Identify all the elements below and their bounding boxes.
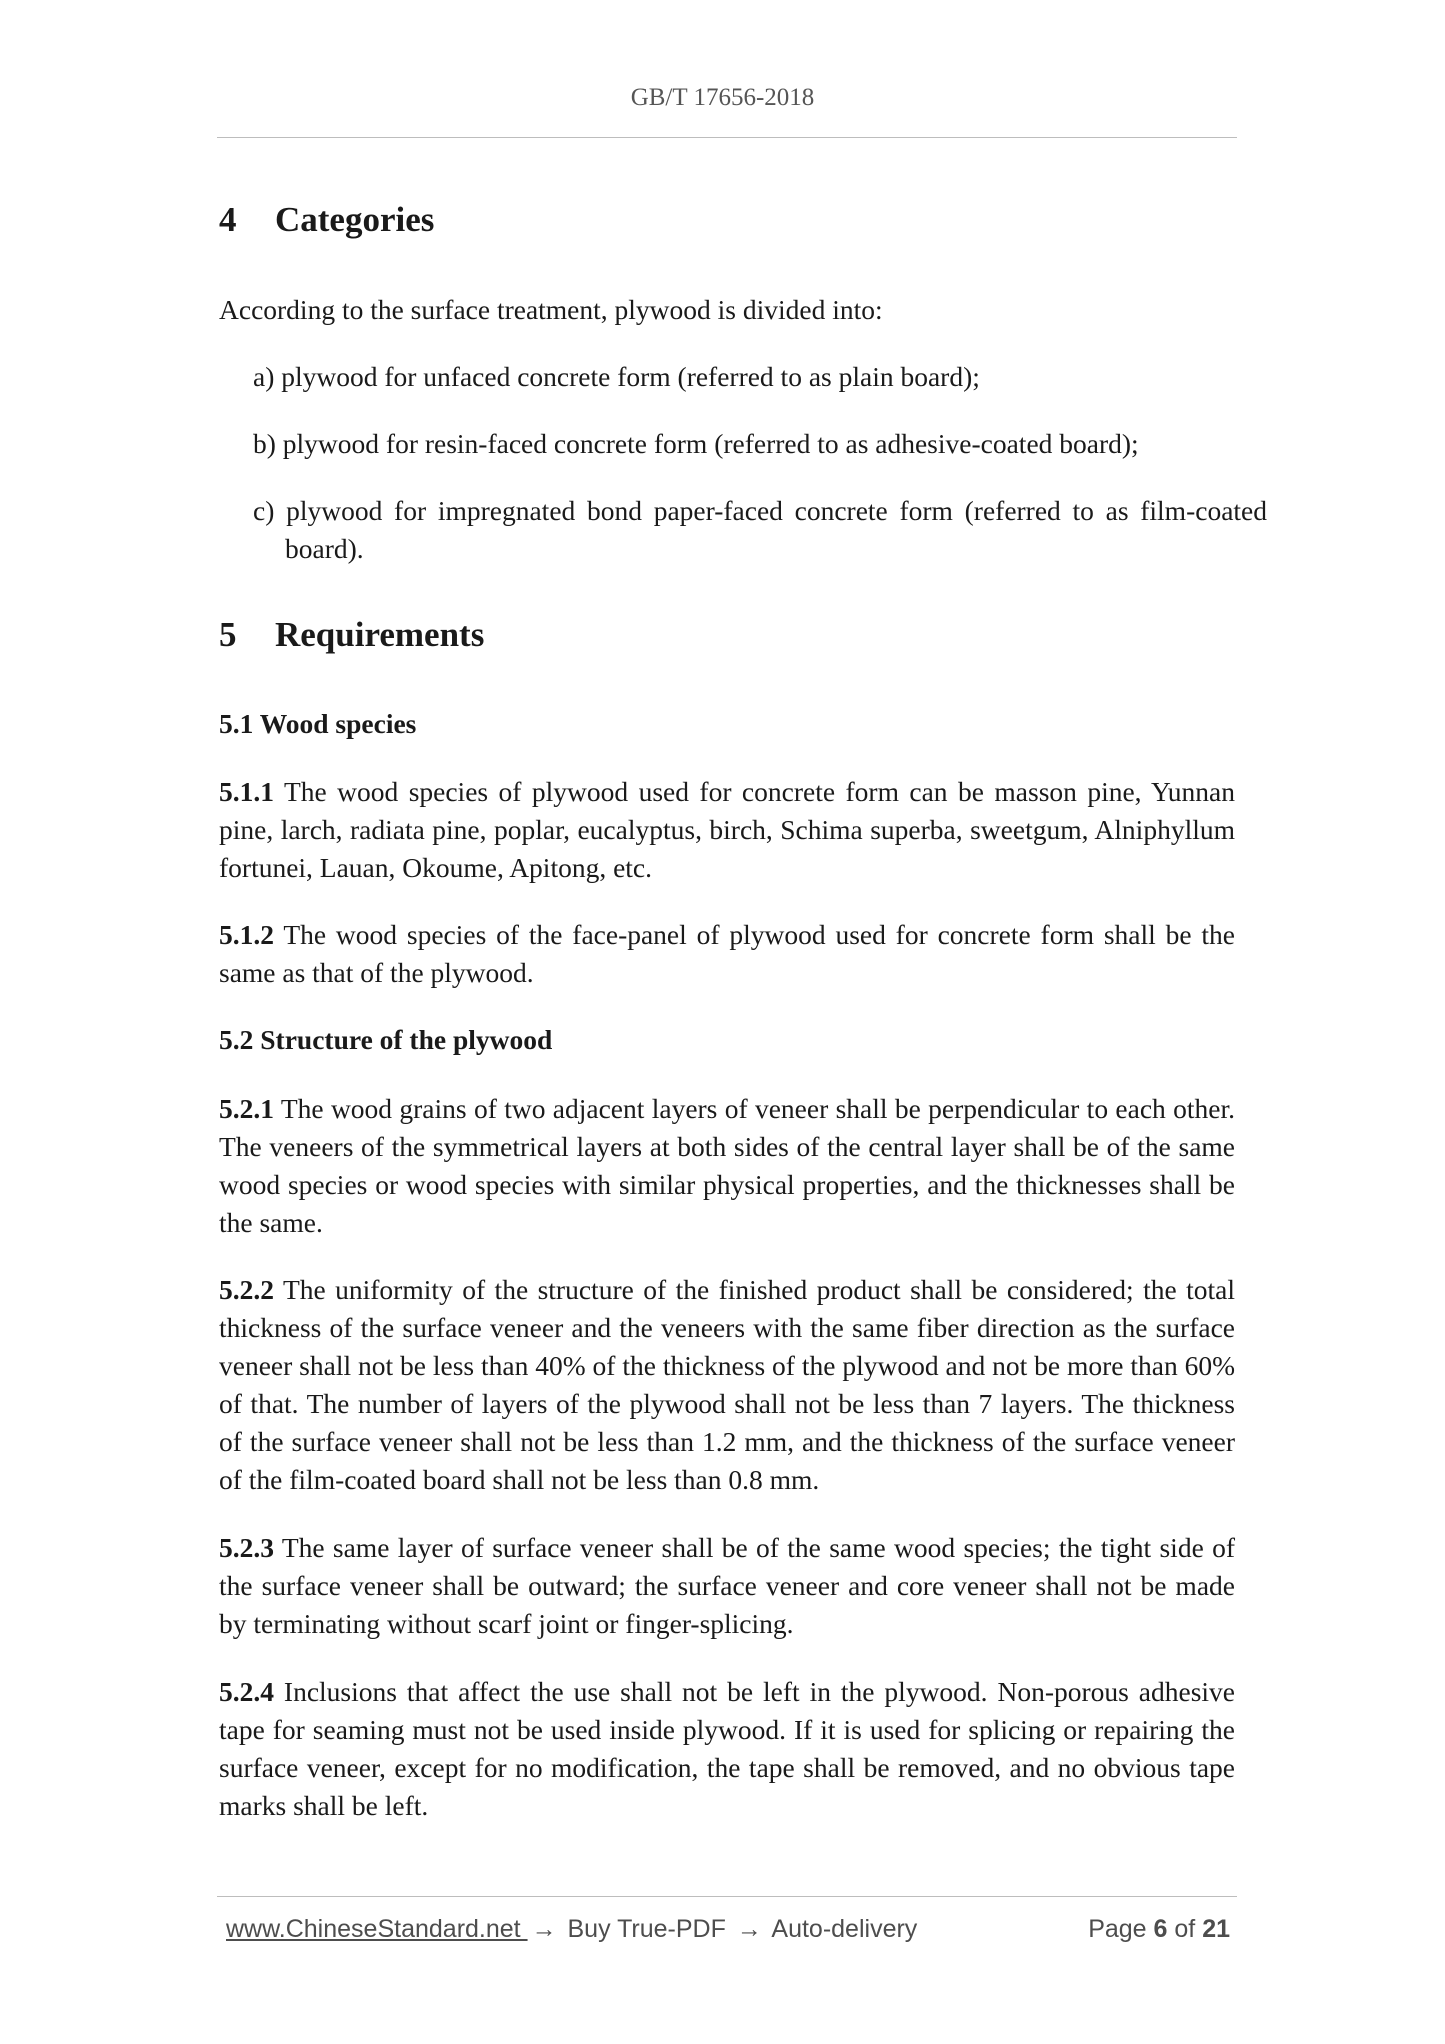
clause-text: The same layer of surface veneer shall be of the same wood species; the tight side of the surface veneer shall be outward; the surface veneer and core veneer shall not be made by terminating without scarf joint or finger-splicing. (219, 1532, 1235, 1639)
list-item-b: b) plywood for resin-faced concrete form (referred to as adhesive-coated board); (253, 428, 1139, 459)
header-rule (217, 137, 1237, 138)
page-indicator (1088, 1915, 1230, 1944)
clause-5-2-3 (219, 1529, 1235, 1643)
section-title: Requirements (275, 615, 485, 654)
section-4-heading (219, 200, 434, 240)
section-number: 5 (219, 615, 237, 654)
subsection-5-1-heading: 5.1 Wood species (219, 708, 417, 739)
running-header: GB/T 17656-2018 (630, 84, 815, 111)
subsection-5-2-heading: 5.2 Structure of the plywood (219, 1024, 553, 1055)
clause-text: Inclusions that affect the use shall not be left in the plywood. Non-porous adhesive tape for seaming must not be used inside plywood. If it is used for splicing or repairing the surface veneer, except for no modification, the tape shall be removed, and no obvious tape marks shall be left. (219, 1676, 1235, 1821)
section-number: 4 (219, 200, 237, 239)
arrow-right-icon: → (736, 1915, 762, 1943)
website-link[interactable]: www.ChineseStandard.net (226, 1915, 528, 1943)
list-item-c: c) plywood for impregnated bond paper-faced concrete form (referred to as film-coated board). (253, 495, 1267, 564)
page-label: Page (1088, 1915, 1154, 1943)
clause-text: The uniformity of the structure of the finished product shall be considered; the total thickness of the surface veneer and the veneers with the same fiber direction as the surface veneer shall not be less than 40% of the thickness of the plywood and not be more than 60% of that. The number of layers of the plywood shall not be less than 7 layers. The thickness of the surface veneer shall not be less than 1.2 mm, and the thickness of the surface veneer of the film-coated board shall not be less than 0.8 mm. (219, 1274, 1235, 1495)
buy-pdf-text: Buy True-PDF (560, 1915, 733, 1943)
clause-number: 5.1.1 (219, 776, 274, 807)
clause-5-2-2 (219, 1271, 1235, 1499)
of-label: of (1167, 1915, 1203, 1943)
footer-rule (217, 1896, 1237, 1897)
clause-number: 5.1.2 (219, 919, 274, 950)
clause-5-2-1 (219, 1090, 1235, 1242)
clause-5-1-2 (219, 916, 1235, 992)
clause-number: 5.2.4 (219, 1676, 274, 1707)
clause-number: 5.2.3 (219, 1532, 274, 1563)
footer-promo (226, 1915, 917, 1944)
clause-5-2-4 (219, 1673, 1235, 1825)
section-5-heading (219, 615, 484, 655)
clause-text: The wood grains of two adjacent layers of veneer shall be perpendicular to each other. The veneers of the symmetrical layers at both sides of the central layer shall be of the same wood species or wood species with similar physical properties, and the thicknesses shall be the same. (219, 1093, 1235, 1238)
clause-number: 5.2.1 (219, 1093, 274, 1124)
list-item-a: a) plywood for unfaced concrete form (referred to as plain board); (253, 361, 980, 392)
current-page-number: 6 (1153, 1915, 1168, 1943)
clause-5-1-1 (219, 773, 1235, 887)
page-footer (226, 1915, 1230, 1955)
clause-number: 5.2.2 (219, 1274, 274, 1305)
clause-text: The wood species of the face-panel of plywood used for concrete form shall be the same as that of the plywood. (219, 919, 1235, 988)
section-title: Categories (275, 200, 435, 239)
categories-intro: According to the surface treatment, plywood is divided into: (219, 294, 883, 325)
total-pages-number: 21 (1202, 1915, 1230, 1943)
arrow-right-icon: → (531, 1915, 557, 1943)
auto-delivery-text: Auto-delivery (765, 1915, 918, 1943)
clause-text: The wood species of plywood used for concrete form can be masson pine, Yunnan pine, larch, radiata pine, poplar, eucalyptus, birch, Schima superba, sweetgum, Alniphyllum fortunei, Lauan, Okoume, Apitong, etc. (219, 776, 1235, 883)
